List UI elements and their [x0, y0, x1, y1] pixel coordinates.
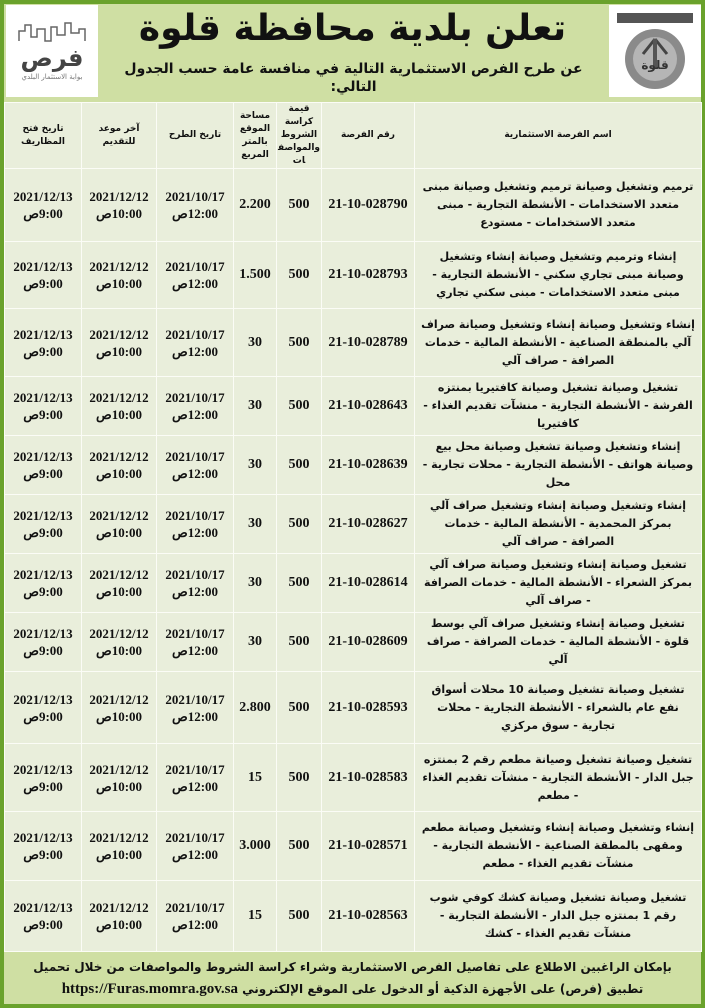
time: 12:00ص [171, 407, 219, 422]
site-area: 3.000 [234, 812, 277, 881]
date: 2021/10/17 [165, 830, 225, 845]
opportunity-name: تشغيل وصيانة تشغيل وصيانة كافتيريا بمنتزه الفرشة - الأنشطة التجارية - منشآت تقديم الغذاء - كافتيريا [415, 377, 702, 436]
date: 2021/12/12 [89, 189, 149, 204]
time: 10:00ص [95, 708, 143, 724]
site-area: 2.200 [234, 169, 277, 242]
date: 2021/10/17 [165, 626, 225, 641]
time: 9:00ص [23, 584, 63, 599]
date: 2021/12/13 [13, 508, 73, 523]
time: 12:00ص [171, 847, 219, 862]
opportunity-name: إنشاء وترميم وتشغيل وصيانة إنشاء وتشغيل وصيانة مبنى تجاري سكني - الأنشطة التجارية - مبنى متعدد الاستخدامات - مبنى سكني تجاري [415, 242, 702, 309]
envelope-opening-date [5, 495, 82, 554]
date: 2021/12/13 [13, 691, 73, 707]
table-row [5, 495, 702, 554]
time: 9:00ص [23, 847, 63, 862]
site-area: 30 [234, 436, 277, 495]
time: 10:00ص [95, 778, 143, 794]
date: 2021/12/13 [13, 761, 73, 777]
date: 2021/12/13 [13, 189, 73, 204]
opportunity-name: تشغيل وصيانة إنشاء وتشغيل صراف آلي بوسط قلوة - الأنشطة المالية - خدمات الصرافة - صراف آلي [415, 613, 702, 672]
table-row [5, 554, 702, 613]
date: 2021/10/17 [165, 449, 225, 464]
date: 2021/10/17 [165, 259, 225, 274]
offer-date [157, 613, 234, 672]
booklet-price: 500 [277, 436, 322, 495]
time: 9:00ص [23, 708, 63, 724]
date: 2021/10/17 [165, 567, 225, 582]
column-header: اسم الفرصة الاستثمارية [415, 103, 702, 169]
date: 2021/12/13 [13, 626, 73, 641]
date: 2021/12/13 [13, 449, 73, 464]
site-area: 30 [234, 309, 277, 377]
offer-date [157, 495, 234, 554]
time: 12:00ص [171, 525, 219, 540]
date: 2021/12/12 [89, 567, 149, 582]
site-area: 15 [234, 744, 277, 812]
deadline-date [82, 242, 157, 309]
booklet-price: 500 [277, 169, 322, 242]
column-header: رقم الفرصة [322, 103, 415, 169]
deadline-date [82, 744, 157, 812]
time: 12:00ص [171, 708, 219, 724]
date: 2021/10/17 [165, 189, 225, 204]
time: 10:00ص [95, 847, 143, 862]
date: 2021/12/12 [89, 761, 149, 777]
booklet-price: 500 [277, 554, 322, 613]
offer-date [157, 242, 234, 309]
opportunity-name: تشغيل وصيانة تشغيل وصيانة 10 محلات أسواق نفع عام بالشعراء - الأنشطة التجارية - محلات تجارية - سوق مركزي [415, 672, 702, 744]
table-row [5, 242, 702, 309]
date: 2021/10/17 [165, 761, 225, 777]
site-area: 30 [234, 495, 277, 554]
deadline-date [82, 881, 157, 952]
offer-date [157, 554, 234, 613]
date: 2021/12/12 [89, 449, 149, 464]
date: 2021/12/12 [89, 326, 149, 342]
opportunity-number: 21-10-028609 [322, 613, 415, 672]
time: 12:00ص [171, 276, 219, 291]
date: 2021/10/17 [165, 691, 225, 707]
table-row [5, 309, 702, 377]
envelope-opening-date [5, 812, 82, 881]
opportunity-number: 21-10-028643 [322, 377, 415, 436]
date: 2021/10/17 [165, 390, 225, 405]
opportunity-number: 21-10-028563 [322, 881, 415, 952]
booklet-price: 500 [277, 309, 322, 377]
site-area: 2.800 [234, 672, 277, 744]
deadline-date [82, 613, 157, 672]
time: 10:00ص [95, 643, 143, 658]
opportunity-name: تشغيل وصيانة تشغيل وصيانة كشك كوفي شوب رقم 1 بمنتزه جبل الدار - الأنشطة التجارية - منشآت تقديم الغذاء - كشك [415, 881, 702, 952]
time: 9:00ص [23, 643, 63, 658]
date: 2021/12/13 [13, 900, 73, 915]
offer-date [157, 881, 234, 952]
header [4, 4, 701, 102]
date: 2021/12/13 [13, 830, 73, 845]
time: 10:00ص [95, 343, 143, 359]
opportunity-number: 21-10-028627 [322, 495, 415, 554]
deadline-date [82, 377, 157, 436]
site-area: 1.500 [234, 242, 277, 309]
date: 2021/10/17 [165, 900, 225, 915]
site-area: 30 [234, 554, 277, 613]
date: 2021/12/12 [89, 390, 149, 405]
table-row [5, 744, 702, 812]
envelope-opening-date [5, 242, 82, 309]
footer-note [4, 952, 701, 1000]
offer-date [157, 744, 234, 812]
deadline-date [82, 554, 157, 613]
page-title: تعلن بلدية محافظة قلوة [138, 8, 567, 49]
column-header: قيمة كراسة الشروط والمواصفات [277, 103, 322, 169]
offer-date [157, 309, 234, 377]
envelope-opening-date [5, 881, 82, 952]
opportunity-number: 21-10-028593 [322, 672, 415, 744]
furas-logo [6, 5, 98, 97]
municipality-logo-text: قلوة [641, 58, 669, 72]
envelope-opening-date [5, 554, 82, 613]
opportunity-number: 21-10-028583 [322, 744, 415, 812]
booklet-price: 500 [277, 495, 322, 554]
time: 9:00ص [23, 276, 63, 291]
offer-date [157, 812, 234, 881]
time: 9:00ص [23, 343, 63, 359]
table-row [5, 881, 702, 952]
opportunity-name: ترميم وتشغيل وصيانة ترميم وتشغيل وصيانة مبنى متعدد الاستخدامات - الأنشطة التجارية - مبنى متعدد الاستخدامات - مستودع [415, 169, 702, 242]
date: 2021/12/12 [89, 259, 149, 274]
column-header: تاريخ فتح المظاريف [5, 103, 82, 169]
skyline-icon [17, 21, 87, 43]
opportunity-name: إنشاء وتشغيل وصيانة تشغيل وصيانة محل بيع وصيانة هواتف - الأنشطة التجارية - محلات تجارية - محل [415, 436, 702, 495]
date: 2021/12/12 [89, 626, 149, 641]
site-area: 30 [234, 377, 277, 436]
booklet-price: 500 [277, 744, 322, 812]
table-row [5, 377, 702, 436]
table-row [5, 169, 702, 242]
time: 12:00ص [171, 778, 219, 794]
date: 2021/12/12 [89, 691, 149, 707]
envelope-opening-date [5, 672, 82, 744]
footer-line-2: تطبيق (فرص) على الأجهزة الذكية أو الدخول على الموقع الإلكتروني [242, 982, 644, 996]
date: 2021/12/12 [89, 508, 149, 523]
booklet-price: 500 [277, 881, 322, 952]
envelope-opening-date [5, 613, 82, 672]
opportunity-name: تشغيل وصيانة إنشاء وتشغيل وصيانة صراف آلي بمركز الشعراء - الأنشطة المالية - خدمات الصرافة - صراف آلي [415, 554, 702, 613]
opportunity-name: إنشاء وتشغيل وصيانة إنشاء وتشغيل وصيانة مطعم ومقهى بالمطقة الصناعية - الأنشطة التجارية - منشآت تقديم الغذاء - مطعم [415, 812, 702, 881]
date: 2021/12/13 [13, 390, 73, 405]
time: 12:00ص [171, 643, 219, 658]
time: 10:00ص [95, 276, 143, 291]
time: 10:00ص [95, 206, 143, 221]
booklet-price: 500 [277, 812, 322, 881]
booklet-price: 500 [277, 377, 322, 436]
time: 10:00ص [95, 584, 143, 599]
furas-logo-caption: بوابة الاستثمار البلدي [21, 73, 83, 81]
opportunity-number: 21-10-028789 [322, 309, 415, 377]
date: 2021/12/13 [13, 326, 73, 342]
deadline-date [82, 812, 157, 881]
time: 9:00ص [23, 917, 63, 932]
offer-date [157, 436, 234, 495]
envelope-opening-date [5, 169, 82, 242]
furas-logo-text: فرص [20, 44, 84, 72]
time: 9:00ص [23, 778, 63, 794]
opportunity-name: تشغيل وصيانة تشغيل وصيانة مطعم رقم 2 بمنتزه جبل الدار - الأنشطة التجارية - منشآت تقديم الغذاء - مطعم [415, 744, 702, 812]
date: 2021/10/17 [165, 326, 225, 342]
deadline-date [82, 436, 157, 495]
time: 12:00ص [171, 917, 219, 932]
column-header: تاريخ الطرح [157, 103, 234, 169]
date: 2021/12/13 [13, 567, 73, 582]
municipality-logo [609, 5, 701, 97]
envelope-opening-date [5, 309, 82, 377]
booklet-price: 500 [277, 242, 322, 309]
opportunity-number: 21-10-028571 [322, 812, 415, 881]
opportunity-number: 21-10-028639 [322, 436, 415, 495]
booklet-price: 500 [277, 613, 322, 672]
page-subtitle: عن طرح الفرص الاستثمارية التالية في منافسة عامة حسب الجدول التالي: [124, 61, 583, 95]
time: 12:00ص [171, 466, 219, 481]
time: 9:00ص [23, 407, 63, 422]
offer-date [157, 169, 234, 242]
opportunity-number: 21-10-028790 [322, 169, 415, 242]
deadline-date [82, 672, 157, 744]
opportunity-number: 21-10-028793 [322, 242, 415, 309]
table-header-row [5, 103, 702, 169]
opportunity-number: 21-10-028614 [322, 554, 415, 613]
opportunity-name: إنشاء وتشغيل وصيانة إنشاء وتشغيل صراف آلي بمركز المحمدية - الأنشطة المالية - خدمات الصرافة - صراف آلي [415, 495, 702, 554]
time: 12:00ص [171, 343, 219, 359]
site-area: 15 [234, 881, 277, 952]
time: 10:00ص [95, 917, 143, 932]
time: 10:00ص [95, 407, 143, 422]
deadline-date [82, 169, 157, 242]
date: 2021/12/12 [89, 830, 149, 845]
time: 12:00ص [171, 206, 219, 221]
offer-date [157, 377, 234, 436]
time: 10:00ص [95, 466, 143, 481]
table-row [5, 613, 702, 672]
envelope-opening-date [5, 744, 82, 812]
opportunities-table [4, 102, 702, 952]
site-area: 30 [234, 613, 277, 672]
envelope-opening-date [5, 436, 82, 495]
date: 2021/10/17 [165, 508, 225, 523]
time: 9:00ص [23, 466, 63, 481]
table-row [5, 812, 702, 881]
deadline-date [82, 495, 157, 554]
time: 9:00ص [23, 206, 63, 221]
time: 12:00ص [171, 584, 219, 599]
column-header: مساحة الموقع بالمتر المربع [234, 103, 277, 169]
time: 9:00ص [23, 525, 63, 540]
booklet-price: 500 [277, 672, 322, 744]
date: 2021/12/12 [89, 900, 149, 915]
time: 10:00ص [95, 525, 143, 540]
column-header: آخر موعد للتقديم [82, 103, 157, 169]
deadline-date [82, 309, 157, 377]
table-row [5, 436, 702, 495]
date: 2021/12/13 [13, 259, 73, 274]
envelope-opening-date [5, 377, 82, 436]
footer-line-1: بإمكان الراغبين الاطلاع على تفاصيل الفرص الاستثمارية وشراء كراسة الشروط والمواصفات من خلال تحميل [33, 960, 672, 974]
offer-date [157, 672, 234, 744]
website-link[interactable]: https://Furas.momra.gov.sa [61, 981, 238, 997]
table-row [5, 672, 702, 744]
opportunity-name: إنشاء وتشغيل وصيانة إنشاء وتشغيل وصيانة صراف آلي بالمنطقة الصناعية - الأنشطة المالية - خدمات الصرافة - صراف آلي [415, 309, 702, 377]
